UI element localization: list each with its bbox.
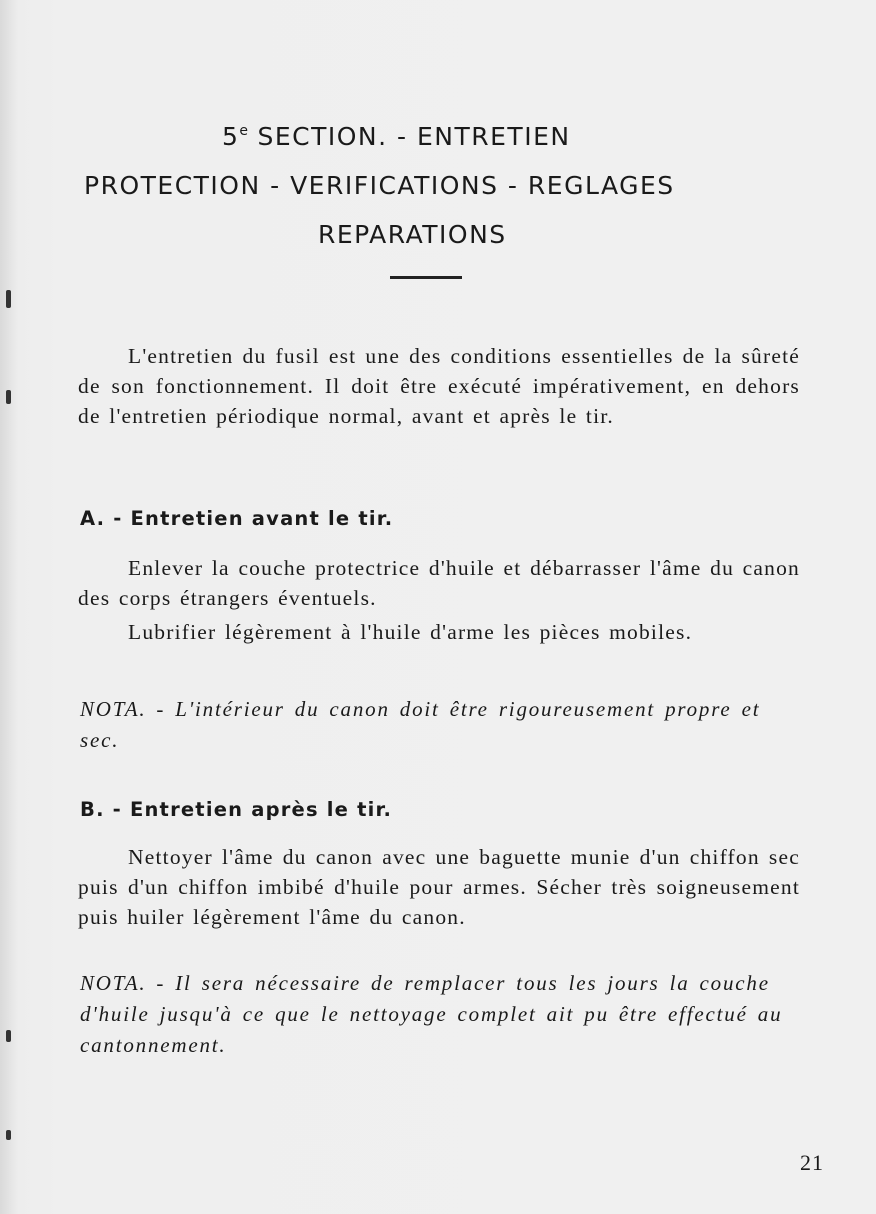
title-divider (390, 276, 462, 279)
binding-mark (6, 390, 11, 404)
section-b-nota: NOTA. - Il sera nécessaire de remplacer tous les jours la couche d'huile jusqu'à ce que le nettoyage complet ait pu être effectué au cantonnement. (80, 971, 783, 1057)
section-title-line-3: REPARATIONS (318, 220, 507, 249)
section-title-line-2: PROTECTION - VERIFICATIONS - REGLAGES (84, 171, 675, 200)
binding-mark (6, 1030, 11, 1042)
binding-mark (6, 290, 11, 308)
section-b-paragraph-1: Nettoyer l'âme du canon avec une baguette munie d'un chiffon sec puis d'un chiffon imbibé d'huile pour armes. Sécher très soigneusement puis huiler légèrement l'âme du canon. (78, 845, 800, 929)
section-a-nota: NOTA. - L'intérieur du canon doit être rigoureusement propre et sec. (80, 697, 761, 752)
binding-mark (6, 1130, 11, 1140)
section-title-line-1: 5e SECTION. - ENTRETIEN (222, 122, 571, 151)
section-a-heading: A. - Entretien avant le tir. (80, 507, 394, 530)
intro-paragraph: L'entretien du fusil est une des conditions essentielles de la sûreté de son fonctionnement. Il doit être exécuté impérativement, en dehors de l'entretien périodique normal, avant et après le tir. (78, 344, 800, 428)
section-a-paragraph-1: Enlever la couche protectrice d'huile et débarrasser l'âme du canon des corps étrangers éventuels. (78, 556, 800, 610)
section-b-heading: B. - Entretien après le tir. (80, 798, 393, 821)
section-a-paragraph-2: Lubrifier légèrement à l'huile d'arme les pièces mobiles. (128, 620, 693, 644)
page-number: 21 (800, 1150, 824, 1175)
